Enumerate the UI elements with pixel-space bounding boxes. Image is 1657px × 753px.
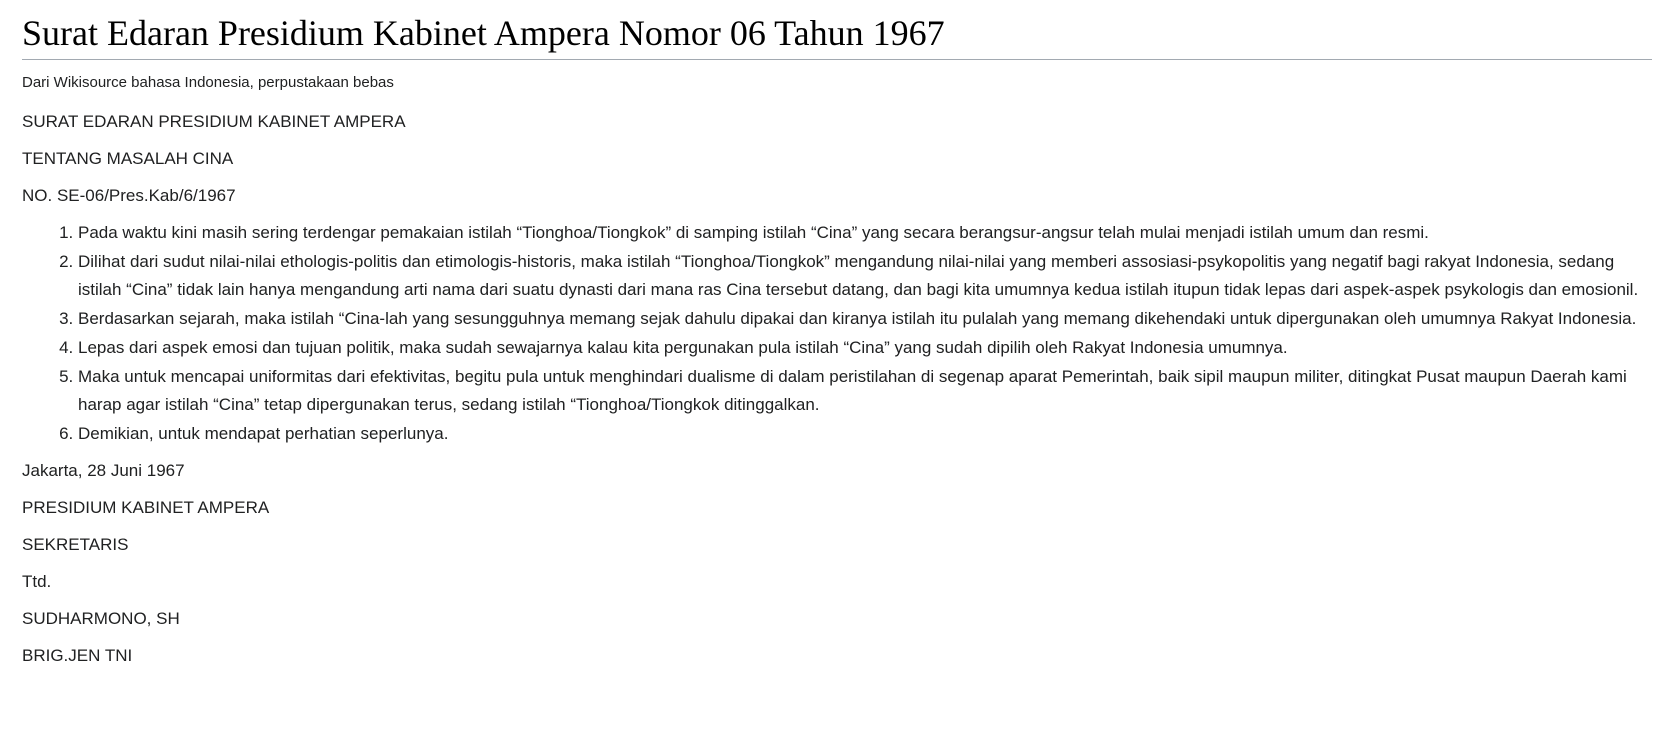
site-subtitle: Dari Wikisource bahasa Indonesia, perpustakaan bebas bbox=[22, 73, 394, 91]
footer-rank: BRIG.JEN TNI bbox=[22, 646, 133, 666]
footer-date: Jakarta, 28 Juni 1967 bbox=[22, 461, 185, 481]
list-item: 2. Dilihat dari sudut nilai-nilai ethologis-politis dan etimologis-historis, maka istilah “Tionghoa/Tiongkok” mengandung nilai-nilai yang memberi assosiasi-psykopolitis yang negatif bagi rakyat Indonesia, sedang istilah “Cina” tidak lain hanya mengandung arti nama dari suatu dynasti dari mana ras Cina tersebut datang, dan bagi kita umumnya kedua istilah itupun tidak lepas dari aspek-aspek psykologis dan emosionil. bbox=[78, 248, 1652, 304]
numbered-list bbox=[22, 219, 1652, 448]
footer-signed: Ttd. bbox=[22, 572, 52, 592]
list-item: 1. Pada waktu kini masih sering terdengar pemakaian istilah “Tionghoa/Tiongkok” di samping istilah “Cina” yang secara berangsur-angsur telah mulai menjadi istilah umum dan resmi. bbox=[78, 219, 1652, 247]
list-item: 4. Lepas dari aspek emosi dan tujuan politik, maka sudah sewajarnya kalau kita pergunakan pula istilah “Cina” yang sudah dipilih oleh Rakyat Indonesia umumnya. bbox=[78, 334, 1652, 362]
page-title: Surat Edaran Presidium Kabinet Ampera Nomor 06 Tahun 1967 bbox=[22, 10, 1652, 60]
list-item: 6. Demikian, untuk mendapat perhatian seperlunya. bbox=[78, 420, 1652, 448]
footer-position: SEKRETARIS bbox=[22, 535, 129, 555]
header-line-number: NO. SE-06/Pres.Kab/6/1967 bbox=[22, 186, 236, 206]
footer-signatory-name: SUDHARMONO, SH bbox=[22, 609, 180, 629]
document-page bbox=[22, 10, 1652, 679]
list-item: 5. Maka untuk mencapai uniformitas dari efektivitas, begitu pula untuk menghindari dualisme di dalam peristilahan di segenap aparat Pemerintah, baik sipil maupun militer, ditingkat Pusat maupun Daerah kami harap agar istilah “Cina” tetap dipergunakan terus, sedang istilah “Tionghoa/Tiongkok ditinggalkan. bbox=[78, 363, 1652, 419]
header-line-subject: TENTANG MASALAH CINA bbox=[22, 149, 234, 169]
footer-institution: PRESIDIUM KABINET AMPERA bbox=[22, 498, 270, 518]
document-content bbox=[22, 108, 1652, 670]
header-line-title: SURAT EDARAN PRESIDIUM KABINET AMPERA bbox=[22, 112, 406, 132]
list-item: 3. Berdasarkan sejarah, maka istilah “Cina-lah yang sesungguhnya memang sejak dahulu dipakai dan kiranya istilah itu pulalah yang memang dikehendaki untuk dipergunakan oleh umumnya Rakyat Indonesia. bbox=[78, 305, 1652, 333]
